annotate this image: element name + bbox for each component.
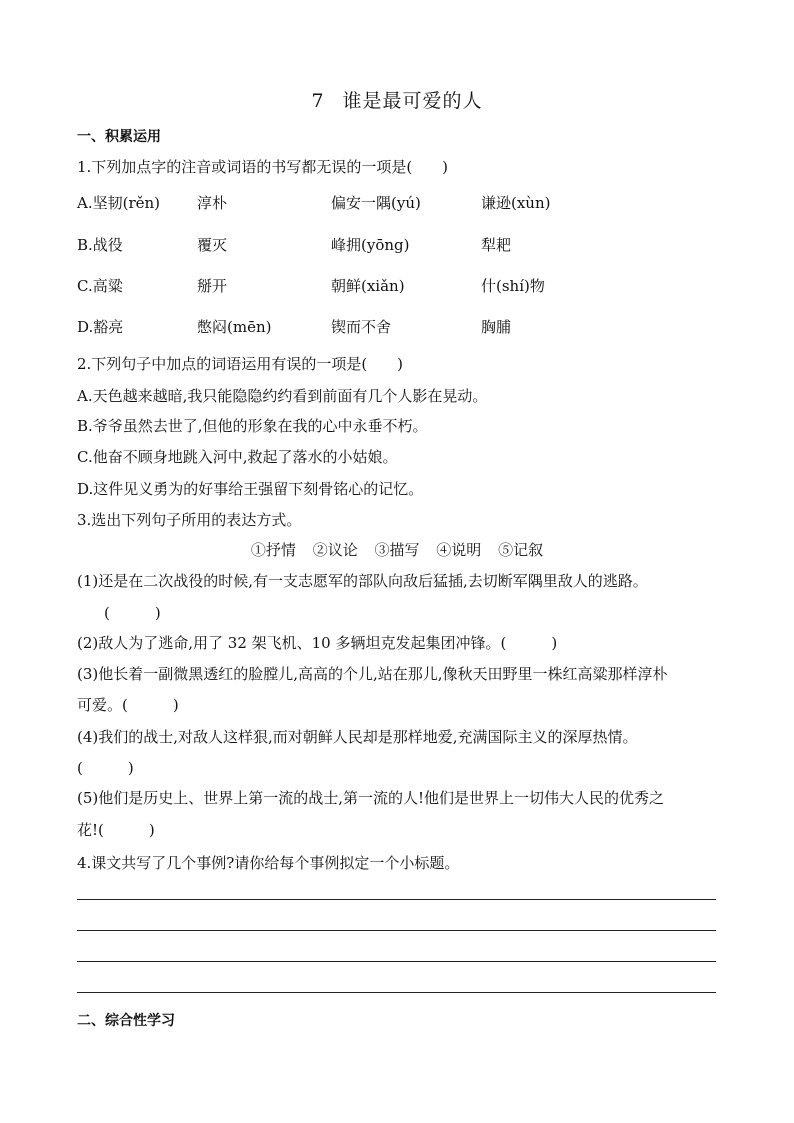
question-2-option-a: A.天色越来越暗,我只能隐隐约约看到前面有几个人影在晃动。: [77, 387, 488, 405]
option-cell: 淳朴: [197, 194, 228, 212]
section-heading-1: 一、积累运用: [77, 129, 161, 145]
option-cell: B.战役: [77, 236, 123, 254]
answer-blank: ( ): [104, 604, 161, 622]
question-2-option-b: B.爷爷虽然去世了,但他的形象在我的心中永垂不朽。: [77, 417, 428, 435]
choice-item: ⑤记叙: [498, 541, 544, 559]
question-3-stem: 3.选出下列句子所用的表达方式。: [77, 511, 302, 529]
question-1-option-a: [77, 192, 637, 214]
choice-item: ①抒情: [250, 541, 296, 559]
option-cell: A.坚韧(rěn): [77, 194, 161, 212]
lesson-title-text: 谁是最可爱的人: [342, 90, 483, 112]
option-cell: 朝鲜(xiǎn): [331, 277, 405, 295]
expression-choices: [0, 539, 794, 560]
answer-blank: ( ): [77, 759, 134, 777]
question-1-option-c: [77, 275, 637, 297]
option-cell: 犁耙: [481, 236, 512, 254]
option-cell: D.豁亮: [77, 318, 124, 336]
option-cell: 锲而不舍: [331, 318, 392, 336]
question-1-option-b: [77, 234, 637, 256]
question-1-option-d: [77, 316, 637, 338]
question-2-stem: 2.下列句子中加点的词语运用有误的一项是( ): [77, 355, 404, 373]
option-cell: 偏安一隅(yú): [331, 194, 421, 212]
question-3-sentence-4: (4)我们的战士,对敌人这样狠,而对朝鲜人民却是那样地爱,充满国际主义的深厚热情。: [77, 728, 638, 746]
answer-line[interactable]: [77, 930, 716, 931]
question-2-option-d: D.这件见义勇为的好事给王强留下刻骨铭心的记忆。: [77, 480, 424, 498]
section-heading-2: 二、综合性学习: [77, 1013, 175, 1029]
question-2-option-c: C.他奋不顾身地跳入河中,救起了落水的小姑娘。: [77, 448, 398, 466]
option-cell: 胸脯: [481, 318, 512, 336]
answer-line[interactable]: [77, 899, 716, 900]
option-cell: 峰拥(yōng): [331, 236, 410, 254]
question-3-sentence-5: (5)他们是历史上、世界上第一流的战士,第一流的人!他们是世界上一切伟大人民的优秀之: [77, 789, 665, 807]
option-cell: C.高粱: [77, 277, 123, 295]
question-4-stem: 4.课文共写了几个事例?请你给每个事例拟定一个小标题。: [77, 854, 460, 872]
question-3-sentence-3: (3)他长着一副微黑透红的脸膛儿,高高的个儿,站在那儿,像秋天田野里一株红高粱那样淳朴: [77, 665, 668, 683]
answer-line[interactable]: [77, 961, 716, 962]
question-3-sentence-2: (2)敌人为了逃命,用了 32 架飞机、10 多辆坦克发起集团冲锋。( ): [77, 634, 558, 652]
question-3-sentence-1: (1)还是在二次战役的时候,有一支志愿军的部队向敌后猛插,去切断军隅里敌人的逃路。: [77, 572, 648, 590]
option-cell: 什(shí)物: [481, 277, 545, 295]
choice-item: ③描写: [374, 541, 420, 559]
option-cell: 谦逊(xùn): [481, 194, 551, 212]
option-cell: 憋闷(mēn): [197, 318, 272, 336]
question-3-sentence-5-cont: 花!( ): [77, 821, 155, 839]
question-1-stem: 1.下列加点字的注音或词语的书写都无误的一项是( ): [77, 158, 449, 176]
answer-line[interactable]: [77, 992, 716, 993]
option-cell: 掰开: [197, 277, 228, 295]
lesson-number: 7: [311, 90, 325, 112]
lesson-title: [0, 86, 794, 113]
choice-item: ②议论: [312, 541, 358, 559]
option-cell: 覆灭: [197, 236, 228, 254]
choice-item: ④说明: [436, 541, 482, 559]
question-3-sentence-3-cont: 可爱。( ): [77, 696, 179, 714]
